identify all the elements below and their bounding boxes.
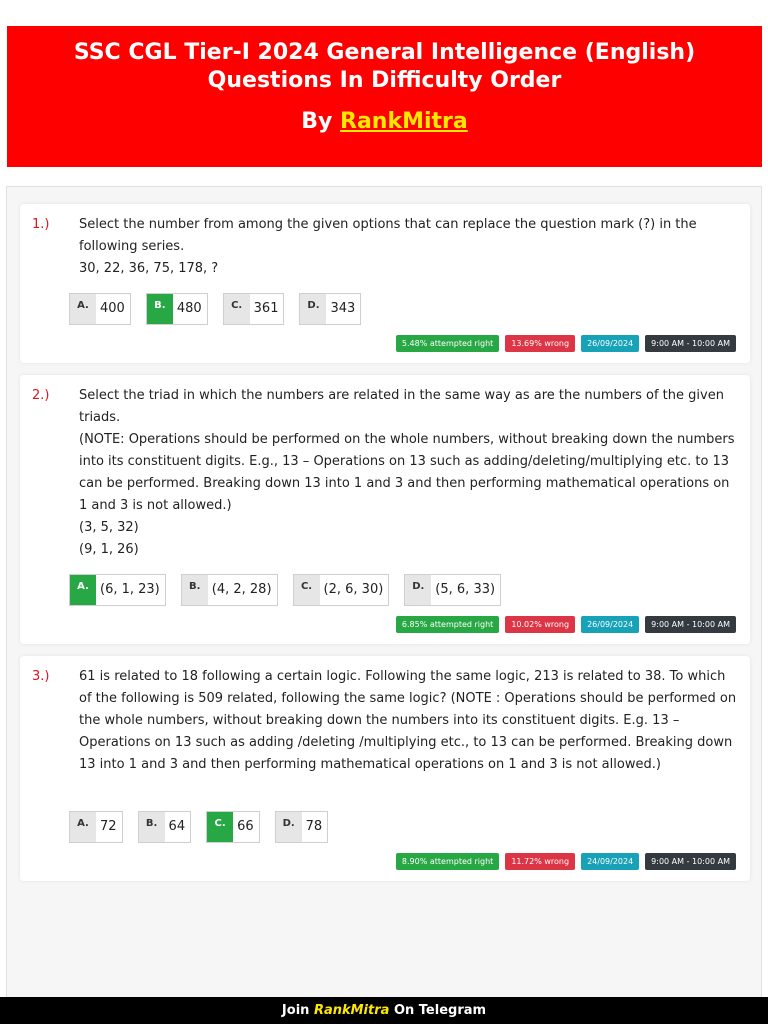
byline [7,109,762,134]
option-letter: D. [276,812,302,842]
wrong-badge: 11.72% wrong [505,853,575,870]
attempted-right-badge: 6.85% attempted right [396,616,499,633]
question-number: 3.) [32,669,50,684]
question-card [20,375,750,644]
telegram-banner[interactable] [0,997,768,1024]
option-value: 66 [237,819,254,834]
question-line: (9, 1, 26) [79,542,139,557]
page-title: SSC CGL Tier-I 2024 General Intelligence (English) Questions In Difficulty Order [73,40,696,93]
option-value: 64 [168,819,186,834]
option-b[interactable] [181,574,278,606]
option-value: 343 [330,301,356,316]
option-letter: B. [182,575,208,605]
option-letter: D. [300,294,326,324]
question-card [20,656,750,881]
option-value: 361 [253,301,279,316]
options-row [69,293,361,325]
footer-suffix: On Telegram [393,1003,487,1018]
option-b[interactable] [138,811,192,843]
option-d[interactable] [404,574,501,606]
question-line: (NOTE: Operations should be performed on the whole numbers, without breaking down the numbers into its constituent digits. E.g., 13 – Operations on 13 such as adding/deleting/multiplying etc. to 13 can be performed. Breaking down 13 into 1 and 3 and then performing mathematical operations on 1 and 3 is not allowed.) [79,432,735,513]
wrong-badge: 13.69% wrong [505,335,575,352]
option-value: 72 [100,819,117,834]
option-b[interactable] [146,293,208,325]
shift-badge: 9:00 AM - 10:00 AM [645,853,736,870]
options-row [69,574,501,606]
stats-row [396,853,736,870]
option-value: 480 [176,301,202,316]
question-text [79,214,739,280]
option-a[interactable] [69,811,123,843]
wrong-badge: 10.02% wrong [505,616,575,633]
option-letter: B. [139,812,165,842]
question-text [79,385,739,561]
stats-row [396,616,736,633]
shift-badge: 9:00 AM - 10:00 AM [645,335,736,352]
options-row [69,811,328,843]
date-badge: 24/09/2024 [581,853,639,870]
question-text [79,666,739,776]
page-header [7,26,762,167]
question-number: 2.) [32,388,50,403]
footer-brand: RankMitra [313,1003,390,1018]
option-letter: A. [70,812,96,842]
option-letter: C. [224,294,250,324]
question-line: Select the triad in which the numbers are related in the same way as are the numbers of the given triads. [79,388,724,425]
option-d[interactable] [275,811,329,843]
question-line: 30, 22, 36, 75, 178, ? [79,261,219,276]
brand-link[interactable]: RankMitra [340,109,468,134]
question-card [20,204,750,363]
option-a[interactable] [69,293,131,325]
stats-row [396,335,736,352]
attempted-right-badge: 8.90% attempted right [396,853,499,870]
option-letter: D. [405,575,431,605]
option-value: 400 [100,301,125,316]
attempted-right-badge: 5.48% attempted right [396,335,499,352]
by-label: By [301,109,333,134]
option-value: (5, 6, 33) [435,582,496,597]
option-d[interactable] [299,293,361,325]
option-letter: A. [70,294,96,324]
option-c[interactable] [223,293,285,325]
shift-badge: 9:00 AM - 10:00 AM [645,616,736,633]
questions-panel [6,186,762,998]
question-line: 61 is related to 18 following a certain logic. Following the same logic, 213 is related to 38. To which of the following is 509 related, following the same logic? (NOTE : Operations should be performed on the whole numbers, without breaking down the numbers into its constituent digits. E.g. 13 – Operations on 13 such as adding /deleting /multiplying etc., to 13 can be performed. Breaking down 13 into 1 and 3 and then performing mathematical operations on 1 and 3 is not allowed.) [79,669,737,772]
option-letter: B. [147,294,173,324]
date-badge: 26/09/2024 [581,335,639,352]
footer-prefix: Join [281,1003,310,1018]
option-c[interactable] [206,811,260,843]
option-letter: C. [294,575,320,605]
date-badge: 26/09/2024 [581,616,639,633]
question-line: (3, 5, 32) [79,520,139,535]
question-number: 1.) [32,217,50,232]
option-letter: C. [207,812,233,842]
option-c[interactable] [293,574,390,606]
question-line: Select the number from among the given options that can replace the question mark (?) in the following series. [79,217,697,254]
option-value: (4, 2, 28) [211,582,272,597]
option-value: 78 [305,819,323,834]
option-letter: A. [70,575,96,605]
option-a[interactable] [69,574,166,606]
option-value: (6, 1, 23) [100,582,160,597]
option-value: (2, 6, 30) [323,582,384,597]
